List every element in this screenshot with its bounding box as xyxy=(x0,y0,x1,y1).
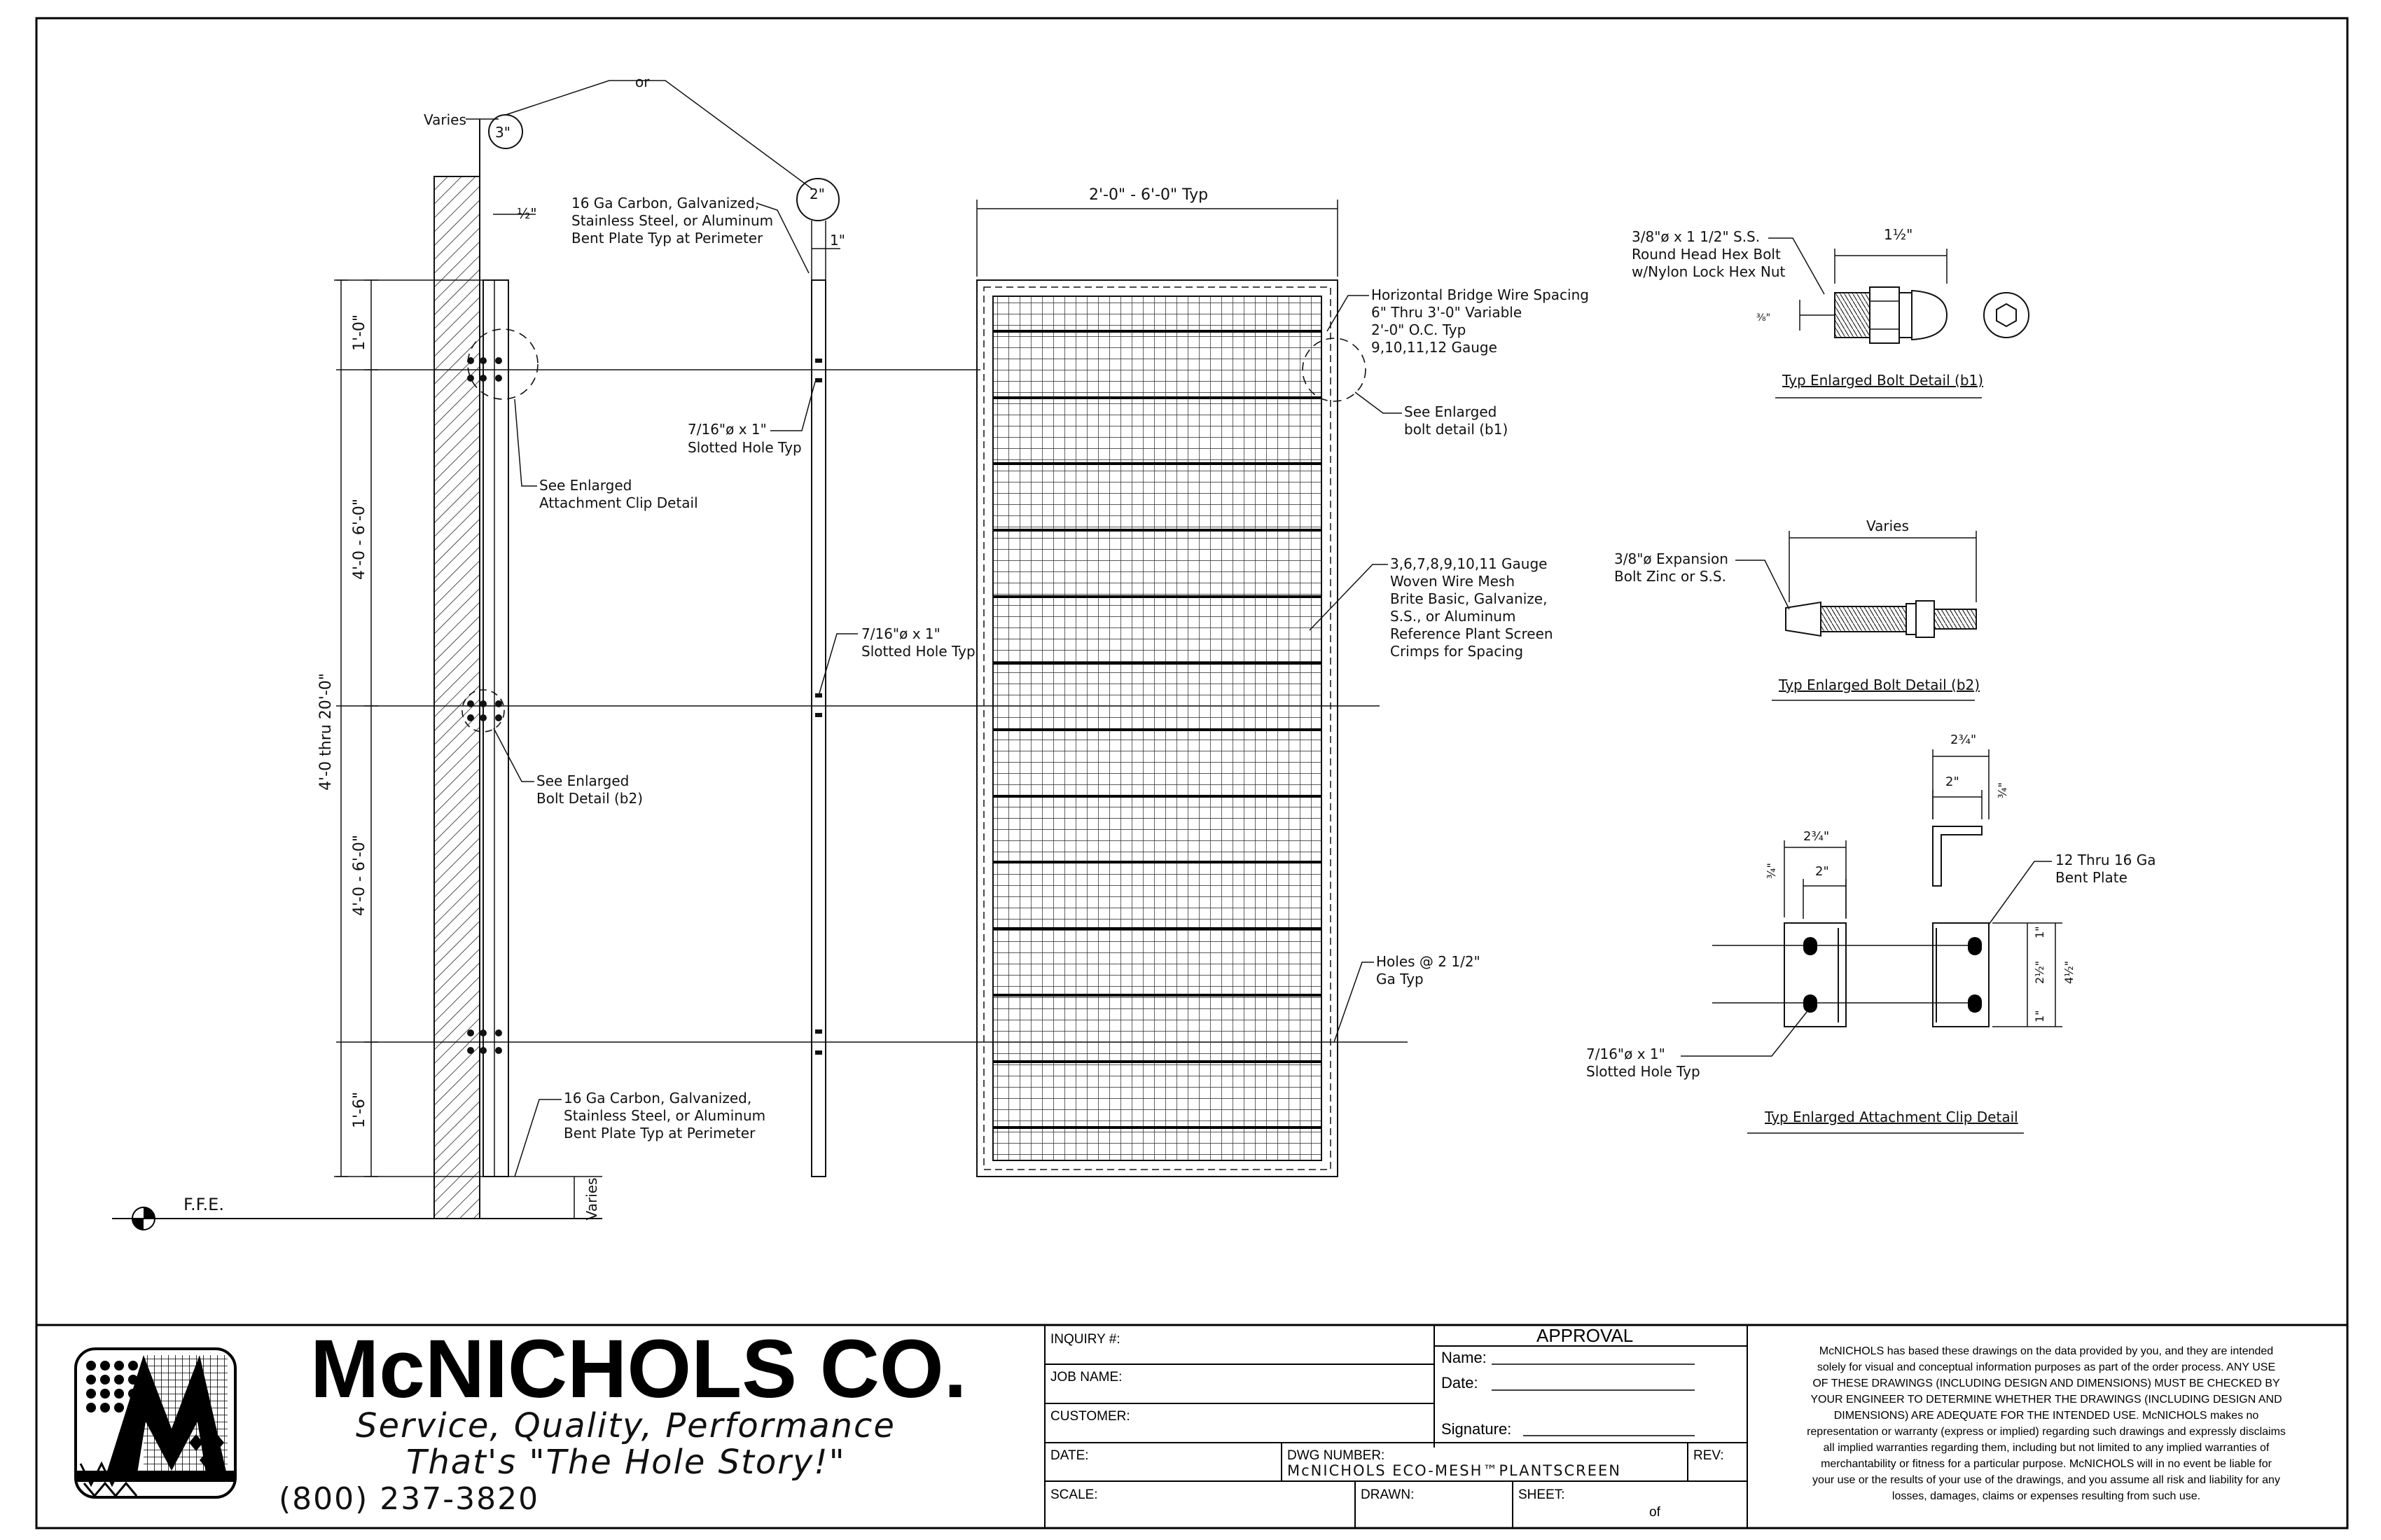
svg-text:Round Head Hex Bolt: Round Head Hex Bolt xyxy=(1632,246,1781,263)
approval-name: Name: xyxy=(1441,1349,1487,1366)
disclaimer xyxy=(1807,1345,2286,1502)
clip-detail-drawing xyxy=(1712,749,2062,1027)
wall-section xyxy=(434,176,480,1219)
svg-text:9,10,11,12 Gauge: 9,10,11,12 Gauge xyxy=(1371,339,1497,356)
clip-dim-i: 1" xyxy=(2033,1010,2046,1022)
svg-text:Bolt Detail (b2): Bolt Detail (b2) xyxy=(536,790,644,807)
clip-dim-g: 1" xyxy=(2033,926,2046,938)
drawn-label: DRAWN: xyxy=(1361,1487,1415,1502)
svg-text:Slotted Hole Typ: Slotted Hole Typ xyxy=(1586,1063,1700,1080)
svg-text:merchantability or fitness for: merchantability or fitness for a particular purpose. McNICHOLS will in no event be liable for xyxy=(1821,1458,2272,1470)
tagline: Service, Quality, Performance xyxy=(356,1406,896,1445)
svg-text:7/16"ø x 1": 7/16"ø x 1" xyxy=(688,421,767,438)
rev-label: REV: xyxy=(1693,1448,1724,1463)
b2-dim: Varies xyxy=(1866,518,1909,534)
mcnichols-logo xyxy=(76,1349,235,1497)
svg-text:Reference Plant Screen: Reference Plant Screen xyxy=(1390,625,1553,642)
svg-text:your use or the results of you: your use or the results of your use of the drawings, and you assume all risk and liability for any xyxy=(1812,1474,2280,1486)
sheet-label: SHEET: xyxy=(1518,1487,1565,1502)
svg-text:Ga Typ: Ga Typ xyxy=(1376,971,1424,987)
clip-dim-h: 2½" xyxy=(2033,960,2046,984)
sheet-of-label: of xyxy=(1649,1505,1660,1520)
approval-date: Date: xyxy=(1441,1374,1478,1392)
dim-4-6-b: 4'-0 - 6'-0" xyxy=(351,834,368,917)
inquiry-label: INQUIRY #: xyxy=(1050,1332,1120,1347)
scale-label: SCALE: xyxy=(1050,1487,1098,1502)
see-clip-note xyxy=(539,477,698,511)
job-name-label: JOB NAME: xyxy=(1050,1370,1123,1385)
b1-title: Typ Enlarged Bolt Detail (b1) xyxy=(1782,372,1984,389)
svg-text:Bolt Zinc or S.S.: Bolt Zinc or S.S. xyxy=(1614,568,1726,585)
svg-text:Bent Plate Typ at Perimeter: Bent Plate Typ at Perimeter xyxy=(564,1125,756,1142)
clip-dim-j: 4½" xyxy=(2062,960,2076,984)
dwg-number: McNICHOLS ECO-MESH™PLANTSCREEN xyxy=(1287,1462,1621,1479)
b1-dim: 1½" xyxy=(1884,226,1913,243)
svg-text:3/8"ø x 1 1/2" S.S.: 3/8"ø x 1 1/2" S.S. xyxy=(1632,228,1761,245)
svg-text:7/16"ø x 1": 7/16"ø x 1" xyxy=(1586,1046,1665,1062)
svg-text:Bent Plate Typ at Perimeter: Bent Plate Typ at Perimeter xyxy=(571,230,763,247)
svg-text:Brite Basic, Galvanize,: Brite Basic, Galvanize, xyxy=(1390,590,1548,607)
svg-text:3/8"ø Expansion: 3/8"ø Expansion xyxy=(1614,550,1728,567)
gauge-note-bottom xyxy=(564,1090,765,1142)
svg-text:6" Thru 3'-0" Variable: 6" Thru 3'-0" Variable xyxy=(1371,304,1522,321)
svg-text:See Enlarged: See Enlarged xyxy=(1404,403,1497,420)
dim-4-6-a: 4'-0 - 6'-0" xyxy=(351,498,368,581)
svg-text:See Enlarged: See Enlarged xyxy=(536,772,630,789)
svg-text:See Enlarged: See Enlarged xyxy=(539,477,632,494)
bridge-wire-note xyxy=(1371,286,1589,356)
svg-text:2'-0" O.C. Typ: 2'-0" O.C. Typ xyxy=(1371,321,1466,338)
svg-text:Slotted Hole Typ: Slotted Hole Typ xyxy=(688,439,802,456)
company-name: McNICHOLS CO. xyxy=(310,1323,967,1415)
svg-text:bolt detail (b1): bolt detail (b1) xyxy=(1404,421,1508,438)
slogan: That's "The Hole Story!" xyxy=(406,1443,846,1482)
b1-note xyxy=(1632,228,1786,280)
slotted-hole-note-1 xyxy=(688,421,802,456)
svg-text:Stainless Steel, or Aluminum: Stainless Steel, or Aluminum xyxy=(564,1107,766,1124)
b2-title: Typ Enlarged Bolt Detail (b2) xyxy=(1779,677,1980,693)
clip-note xyxy=(2055,852,2156,886)
svg-text:representation or warranty (ex: representation or warranty (express or implied) regarding such drawings and expressly disclaims xyxy=(1807,1426,2286,1438)
clip-dim-f: ¾" xyxy=(1996,782,2009,798)
clip-slot-note xyxy=(1586,1046,1700,1080)
svg-text:OF THESE DRAWINGS (INCLUDING D: OF THESE DRAWINGS (INCLUDING DESIGN AND DIMENSIONS) MUST BE CHECKED BY xyxy=(1812,1378,2280,1389)
half-in-label: ½" xyxy=(517,205,537,222)
approval-title: APPROVAL xyxy=(1536,1325,1634,1346)
svg-text:12 Thru 16 Ga: 12 Thru 16 Ga xyxy=(2055,852,2156,868)
mesh-note xyxy=(1390,555,1553,660)
post-2in-label: 2" xyxy=(810,186,825,202)
svg-text:Stainless Steel, or Aluminum: Stainless Steel, or Aluminum xyxy=(571,212,774,229)
holes-note xyxy=(1376,953,1480,987)
svg-text:Holes @ 2 1/2": Holes @ 2 1/2" xyxy=(1376,953,1480,970)
or-label: or xyxy=(635,74,650,90)
svg-text:w/Nylon Lock Hex Nut: w/Nylon Lock Hex Nut xyxy=(1632,263,1786,280)
clip-dim-d: 2" xyxy=(1945,775,1959,789)
svg-text:16 Ga Carbon, Galvanized,: 16 Ga Carbon, Galvanized, xyxy=(571,195,760,211)
clip-dim-b: 2" xyxy=(1815,864,1829,879)
approval-signature: Signature: xyxy=(1441,1420,1512,1438)
svg-text:YOUR ENGINEER TO DETERMINE WHE: YOUR ENGINEER TO DETERMINE WHETHER THE DRAWINGS (INCLUDING DESIGN AND xyxy=(1810,1394,2282,1406)
svg-text:Bent Plate: Bent Plate xyxy=(2055,869,2127,886)
date-label: DATE: xyxy=(1050,1448,1089,1463)
svg-text:Crimps for Spacing: Crimps for Spacing xyxy=(1390,643,1524,660)
b2-note xyxy=(1614,550,1728,585)
svg-text:Horizontal Bridge Wire Spacing: Horizontal Bridge Wire Spacing xyxy=(1371,286,1589,303)
ffe-symbol xyxy=(132,1207,155,1230)
svg-text:Slotted Hole Typ: Slotted Hole Typ xyxy=(861,643,976,660)
bolt-b1-drawing xyxy=(1800,249,2029,343)
dim-1ft: 1'-0" xyxy=(351,314,368,352)
slotted-hole-note-2 xyxy=(861,625,976,660)
see-b2-note xyxy=(536,772,643,807)
ffe-label: F.F.E. xyxy=(183,1195,224,1214)
svg-text:Woven Wire Mesh: Woven Wire Mesh xyxy=(1390,573,1515,590)
varies-top: Varies xyxy=(424,111,466,128)
svg-text:solely for visual and conceptu: solely for visual and conceptual information purposes as part of the order process. ANY USE xyxy=(1817,1361,2276,1373)
gauge-note-top xyxy=(571,195,773,247)
panel-width-label: 2'-0" - 6'-0" Typ xyxy=(1089,186,1209,204)
customer-label: CUSTOMER: xyxy=(1050,1409,1130,1424)
dwg-number-label: DWG NUMBER: xyxy=(1287,1448,1385,1463)
svg-text:16 Ga Carbon, Galvanized,: 16 Ga Carbon, Galvanized, xyxy=(564,1090,752,1107)
svg-text:S.S., or Aluminum: S.S., or Aluminum xyxy=(1390,608,1516,625)
clip-dim-e: ¾" xyxy=(1765,863,1778,879)
svg-text:all implied warranties regardi: all implied warranties regarding them, including but not limited to any implied warranties of xyxy=(1823,1442,2270,1454)
bolt-b2-drawing xyxy=(1786,531,1976,637)
one-in-label: 1" xyxy=(830,232,845,249)
svg-text:McNICHOLS has based these draw: McNICHOLS has based these drawings on the data provided by you, and they are intended xyxy=(1819,1345,2274,1357)
dim-1-6: 1'-6" xyxy=(351,1091,368,1129)
varies-bottom: Varies xyxy=(583,1177,600,1221)
svg-text:losses, damages, claims or exp: losses, damages, claims or expenses resulting from such use. xyxy=(1891,1490,2201,1502)
svg-text:Attachment Clip Detail: Attachment Clip Detail xyxy=(539,494,698,511)
clip-title: Typ Enlarged Attachment Clip Detail xyxy=(1765,1109,2018,1125)
or-leader xyxy=(506,81,812,189)
svg-text:3,6,7,8,9,10,11 Gauge: 3,6,7,8,9,10,11 Gauge xyxy=(1390,555,1548,572)
svg-text:DIMENSIONS) ARE ADEQUATE FOR T: DIMENSIONS) ARE ADEQUATE FOR THE INTENDED USE. McNICHOLS makes no xyxy=(1833,1410,2259,1422)
phone: (800) 237-3820 xyxy=(279,1481,540,1517)
dim-overall: 4'-0 thru 20'-0" xyxy=(317,673,335,791)
b1-side-dim: ⅜" xyxy=(1756,312,1771,324)
clip-dim-a: 2¾" xyxy=(1803,829,1830,844)
see-b1-note xyxy=(1404,403,1508,438)
post-3in-label: 3" xyxy=(495,124,511,141)
post-2in xyxy=(797,179,840,1177)
svg-text:7/16"ø x 1": 7/16"ø x 1" xyxy=(861,625,940,642)
clip-dim-c: 2¾" xyxy=(1950,733,1977,747)
